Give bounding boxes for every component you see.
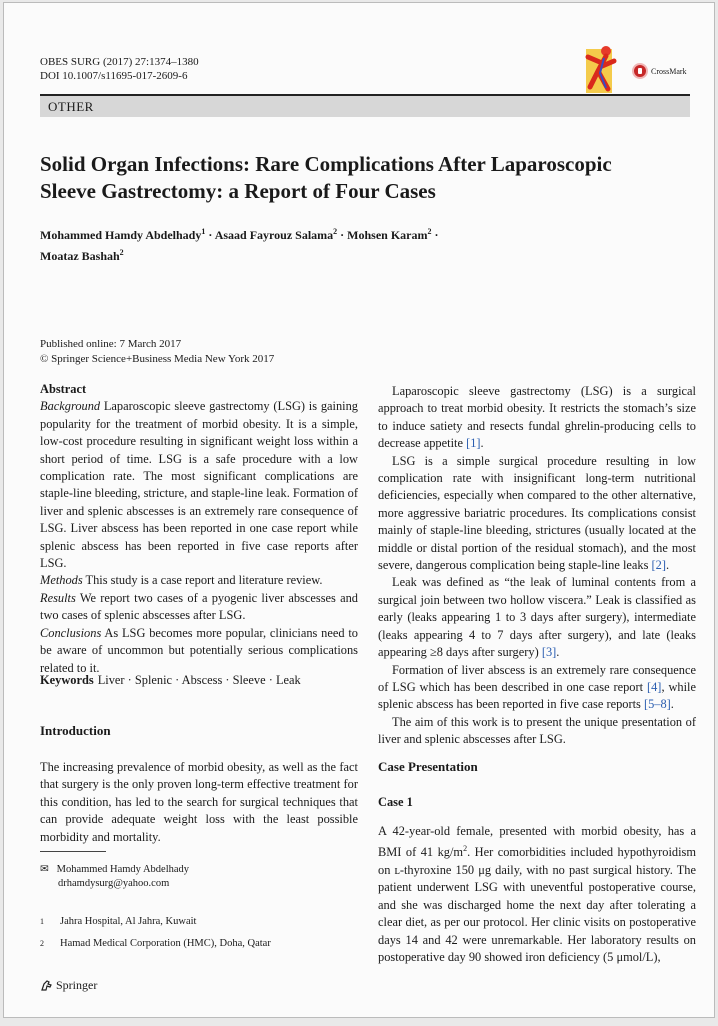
keywords-label: Keywords (40, 673, 94, 687)
abstract-text: Laparoscopic sleeve gastrectomy (LSG) is gaining popularity for the treatment of morbid obesity. It is a simple, low-cost procedure resulting in significant weight loss within a short period of time. LSG is a safe procedure with a low complication rate. The most significant complications are staple-line bleeding, stricture, and staple-line leak. Formation of liver and splenic abscesses is an extremely rare consequence of LSG. Liver abscess has been reported in one case report while splenic abscess has been reported in five case reports after LSG. (40, 399, 358, 571)
body-paragraph (378, 453, 696, 575)
abstract-text: This study is a case report and literature review. (82, 573, 323, 588)
journal-citation: OBES SURG (2017) 27:1374–1380 (40, 56, 199, 68)
abstract-label: Results (40, 590, 76, 605)
body-paragraph (378, 574, 696, 661)
introduction-text: The increasing prevalence of morbid obesity, as well as the fact that surgery is the only proven long-term effective treatment for this condition, has led to the search for surgical techniques that can provide adequate weight loss with the least possible morbidity and mortality. (40, 760, 358, 844)
affiliation-1 (40, 915, 196, 929)
author-list (40, 223, 600, 265)
author-affil-sup: 2 (119, 248, 124, 257)
author-separator: · (431, 228, 439, 242)
body-paragraph: The aim of this work is to present the unique presentation of liver and splenic abscesses after LSG. (378, 714, 696, 747)
author-name: Mohammed Hamdy Abdelhady (40, 228, 202, 242)
abstract-text: We report two cases of a pyogenic liver abscesses and two cases of splenic abscesses after LSG. (40, 590, 358, 623)
paragraph-text: Laparoscopic sleeve gastrectomy (LSG) is a surgical approach to treat morbid obesity. It restricts the stomach’s size to induce satiety and resects fundal ghrelin-producing cells to decrease appetite (378, 384, 696, 451)
author-affil-sup: 1 (201, 227, 206, 236)
case1-sup: 2 (463, 844, 468, 854)
body-paragraph (378, 383, 696, 453)
springer-horse-icon (40, 979, 53, 992)
abstract-results (40, 590, 358, 625)
publisher-name: Springer (56, 978, 98, 992)
author-name: Mohsen Karam (347, 228, 428, 242)
publication-info (40, 337, 274, 367)
affiliation-number: 1 (40, 917, 44, 926)
citation-link[interactable]: [3] (541, 645, 557, 660)
corresponding-author (40, 863, 189, 891)
article-category: OTHER (40, 96, 690, 117)
citation-link[interactable]: [5–8] (643, 697, 671, 712)
journal-logo-figure-icon (576, 43, 626, 95)
paragraph-text: , while splenic abscess has been reported in five case reports (378, 679, 696, 712)
title-line-1: Solid Organ Infections: Rare Complications After Laparoscopic (40, 152, 612, 176)
case1-text (378, 823, 696, 966)
journal-header (40, 55, 199, 83)
paragraph-text: Leak was defined as “the leak of luminal contents from a surgical join between two hollow viscera.” Leak is classified as early (leaks appearing 1 to 3 days after surgery), intermediate (leaks appearing 4 to 7 days after surgery), and late (leaks appearing ≥8 days after surgery) (378, 575, 696, 660)
paragraph-text: . (480, 436, 484, 451)
author-name: Asaad Fayrouz Salama (214, 228, 334, 242)
title-line-2: Sleeve Gastrectomy: a Report of Four Cases (40, 179, 436, 203)
abstract-background (40, 398, 358, 572)
article-page (3, 2, 715, 1018)
contact-name: Mohammed Hamdy Abdelhady (56, 864, 190, 875)
case1-text-b: . Her comorbidities included hypothyroidism on ʟ-thyroxine 150 μg daily, with no past surgical history. The patient underwent LSG with uneventful postoperative course, and she was discharged home the next day after tolerating a clear diet, as per our protocol. Her clinic visits on postoperative days 14 and 42 were unremarkable. Her laboratory results on postoperative day 90 showed iron deficiency (5 μmol/L), (378, 845, 696, 964)
keywords-text: Liver · Splenic · Abscess · Sleeve · Leak (97, 673, 301, 687)
author-separator: · (337, 228, 348, 242)
paragraph-text: LSG is a simple surgical procedure resulting in low complication rate with insignificant long-term nutritional deficiencies, especially when compared to the other alternative, more aggressive bariatric procedures. Its complications consist mainly of staple-line bleeding, strictures (usually located at the middle or distal portion of the residual stomach), and the most severe, dangerous complication being staple-line leaks (378, 453, 696, 573)
abstract-label: Conclusions (40, 625, 102, 640)
author-affil-sup: 2 (333, 227, 338, 236)
case-presentation-heading: Case Presentation (378, 759, 478, 774)
citation-link[interactable]: [2] (651, 558, 666, 573)
published-date: Published online: 7 March 2017 (40, 338, 182, 350)
affiliation-number: 2 (40, 939, 44, 948)
author-separator: · (205, 228, 215, 242)
citation-link[interactable]: [4] (646, 679, 662, 694)
paragraph-text: Formation of liver abscess is an extremely rare consequence of LSG which has been described in one case report (378, 662, 696, 694)
copyright-line: © Springer Science+Business Media New York 2017 (40, 353, 275, 365)
abstract-text: As LSG becomes more popular, clinicians need to be aware of uncommon but potentially serious complications related to it. (40, 625, 358, 675)
abstract-block (40, 381, 358, 677)
abstract-heading: Abstract (40, 382, 87, 396)
publisher-logo (40, 978, 97, 993)
affiliation-2 (40, 937, 271, 951)
keywords-line (40, 673, 301, 688)
abstract-methods (40, 572, 358, 589)
crossmark-label: CrossMark (651, 66, 687, 76)
author-affil-sup: 2 (427, 227, 432, 236)
article-title (40, 151, 700, 205)
abstract-label: Methods (40, 573, 83, 588)
case1-heading: Case 1 (378, 795, 413, 809)
citation-link[interactable]: [1] (466, 436, 481, 451)
paragraph-text: . (670, 697, 674, 712)
abstract-conclusions (40, 625, 358, 677)
affiliation-text: Jahra Hospital, Al Jahra, Kuwait (60, 916, 197, 927)
doi-line[interactable]: DOI 10.1007/s11695-017-2609-6 (40, 70, 188, 82)
right-column-text (378, 383, 696, 749)
abstract-label: Background (40, 399, 101, 414)
footnote-divider (40, 851, 106, 852)
crossmark-icon (632, 63, 648, 79)
author-name: Moataz Bashah (40, 249, 120, 263)
contact-email[interactable]: drhamdysurg@yahoo.com (58, 878, 170, 889)
envelope-icon: ✉ (40, 864, 49, 875)
paragraph-text: . (556, 645, 560, 660)
introduction-heading: Introduction (40, 723, 111, 738)
case1-text-a: A 42-year-old female, presented with morbid obesity, has a BMI of 41 kg/m (378, 824, 696, 860)
crossmark-badge[interactable] (632, 61, 687, 81)
affiliation-text: Hamad Medical Corporation (HMC), Doha, Qatar (60, 938, 271, 949)
paragraph-text: . (666, 558, 670, 573)
body-paragraph (378, 662, 696, 714)
